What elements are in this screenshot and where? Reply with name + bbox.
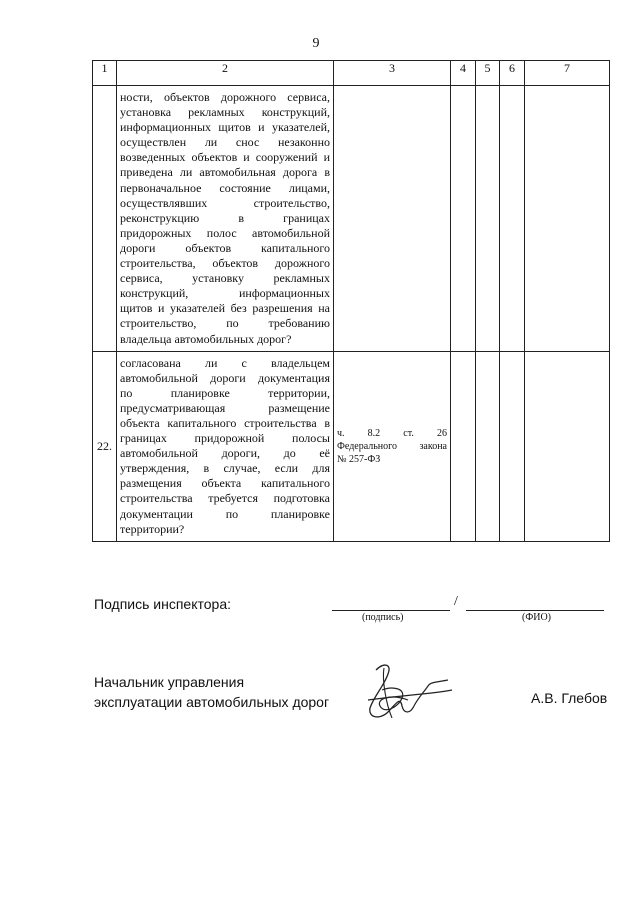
question-line: придорожных полос автомобильной: [120, 225, 330, 240]
header-cell-5: 5: [476, 61, 500, 86]
header-cell-6: 6: [500, 61, 525, 86]
question-line: предусматривающая размещение: [120, 400, 330, 415]
question-line: щитов и указателей без разрешения на: [120, 301, 330, 316]
question-line: автомобильной дороги документация: [120, 370, 330, 385]
question-line: владельца автомобильных дорог?: [120, 331, 292, 346]
question-line: строительства требуется подготовка: [120, 491, 330, 506]
law-cell: [334, 351, 451, 541]
question-line: информационных щитов и указателей,: [120, 120, 330, 135]
question-line: границах придорожной полосы: [120, 431, 330, 446]
law-cell: [334, 86, 451, 352]
name-line: [466, 610, 604, 611]
question-line: конструкций, информационных: [120, 286, 330, 301]
head-name: А.В. Глебов: [531, 690, 608, 706]
law-line: № 257-ФЗ: [337, 453, 381, 465]
question-line: осуществлен ли снос незаконно: [120, 135, 330, 150]
law-line: Федерального закона: [337, 440, 447, 452]
inspector-signature-label: Подпись инспектора:: [94, 596, 231, 612]
head-title: [94, 672, 329, 712]
question-line: реконструкцию в границах: [120, 210, 330, 225]
table-row: [93, 351, 610, 541]
question-cell: [117, 351, 334, 541]
head-title-line-2: эксплуатации автомобильных дорог: [94, 694, 330, 710]
question-line: осуществлявших строительство,: [120, 195, 330, 210]
table-header-row: [93, 61, 610, 86]
head-title-line-1: Начальник управления: [94, 674, 245, 690]
handwritten-signature-icon: [362, 660, 454, 726]
empty-cell: [500, 351, 525, 541]
question-line: документации по планировке: [120, 506, 330, 521]
row-number: 22.: [93, 351, 117, 541]
table-row: [93, 86, 610, 352]
inspection-table: [92, 60, 610, 542]
question-line: установка рекламных конструкций,: [120, 105, 330, 120]
question-line: утверждения, в случае, если для: [120, 461, 330, 476]
empty-cell: [500, 86, 525, 352]
question-line: дороги объектов капитального: [120, 240, 330, 255]
question-line: первоначальное состояние лицами,: [120, 180, 330, 195]
page-number: 9: [312, 36, 320, 51]
question-line: по планировке территории,: [120, 385, 330, 400]
question-line: согласована ли с владельцем: [120, 355, 330, 370]
question-line: автомобильной дороги, до её: [120, 446, 330, 461]
empty-cell: [476, 351, 500, 541]
name-caption: (ФИО): [522, 612, 552, 623]
empty-cell: [451, 86, 476, 352]
question-line: приведена ли автомобильная дорога в: [120, 165, 330, 180]
signature-slash: /: [454, 594, 458, 609]
empty-cell: [451, 351, 476, 541]
question-line: возведенных объектов и сооружений и: [120, 150, 330, 165]
header-cell-4: 4: [451, 61, 476, 86]
empty-cell: [476, 86, 500, 352]
question-line: размещения объекта капитального: [120, 476, 330, 491]
question-line: строительство, по требованию: [120, 316, 330, 331]
question-line: объекта капитального строительства в: [120, 415, 330, 430]
question-line: территории?: [120, 521, 185, 536]
law-line: ч. 8.2 ст. 26: [337, 427, 447, 439]
header-cell-7: 7: [525, 61, 610, 86]
question-line: сервиса, установку рекламных: [120, 271, 330, 286]
question-cell: [117, 86, 334, 352]
signature-line: [332, 610, 450, 611]
empty-cell: [525, 351, 610, 541]
empty-cell: [525, 86, 610, 352]
question-line: ности, объектов дорожного сервиса,: [120, 90, 330, 104]
header-cell-1: 1: [93, 61, 117, 86]
row-number: [93, 86, 117, 352]
signature-caption: (подпись): [362, 612, 404, 623]
header-cell-2: 2: [117, 61, 334, 86]
header-cell-3: 3: [334, 61, 451, 86]
question-line: строительства, объектов дорожного: [120, 256, 330, 271]
